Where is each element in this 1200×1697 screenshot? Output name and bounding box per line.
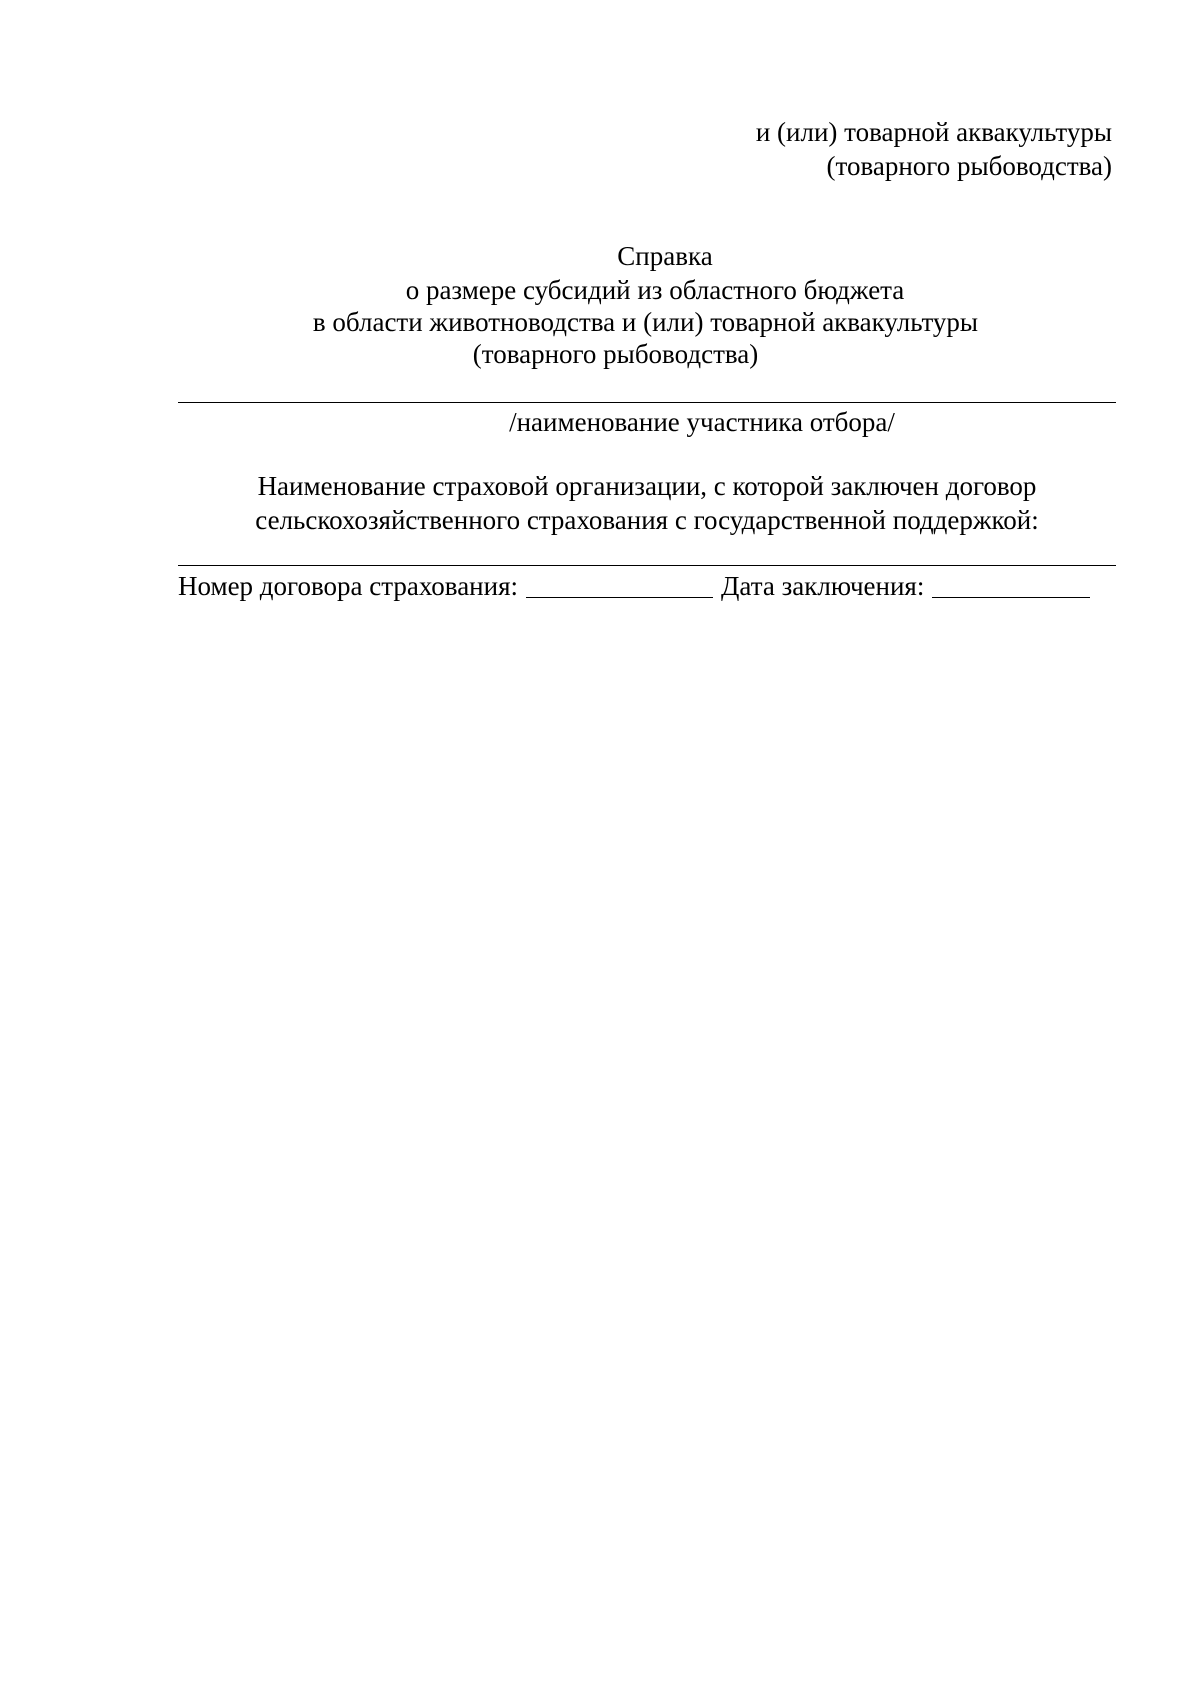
document-title: Справка <box>617 241 713 271</box>
contract-number-field[interactable] <box>526 597 713 598</box>
header-line-2: (товарного рыбоводства) <box>826 151 1112 181</box>
contract-number-label: Номер договора страхования: <box>178 571 519 601</box>
header-line-1: и (или) товарной аквакультуры <box>755 117 1112 147</box>
insurer-label-line-1: Наименование страховой организации, с которой заключен договор <box>257 471 1037 501</box>
document-subtitle-line-1: о размере субсидий из областного бюджета <box>405 275 905 305</box>
insurer-name-field[interactable] <box>178 565 1116 566</box>
insurer-label-line-2: сельскохозяйственного страхования с государственной поддержкой: <box>255 505 1039 535</box>
contract-date-label: Дата заключения: <box>721 571 925 601</box>
document-subtitle-line-3: (товарного рыбоводства) <box>472 339 759 369</box>
contract-date-field[interactable] <box>932 597 1090 598</box>
participant-name-caption: /наименование участника отбора/ <box>509 407 895 437</box>
contract-details-row <box>178 570 1116 602</box>
participant-name-field[interactable] <box>178 402 1116 403</box>
document-subtitle-line-2: в области животноводства и (или) товарной аквакультуры <box>312 307 979 337</box>
